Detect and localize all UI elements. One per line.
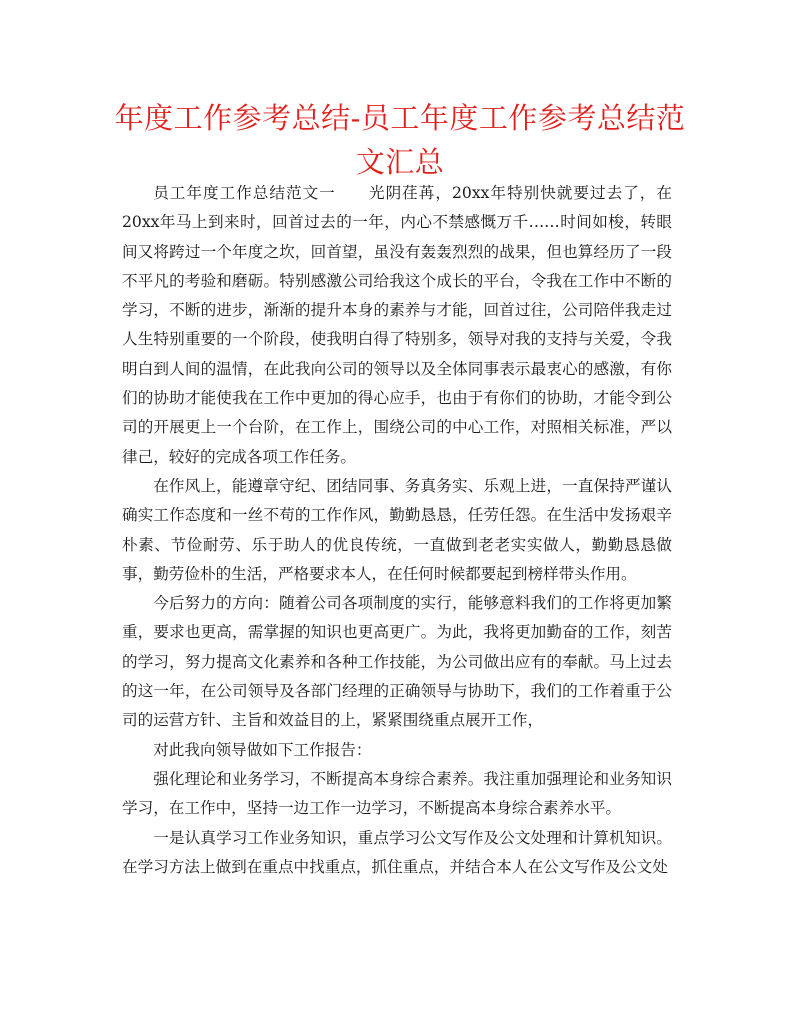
- paragraph-5: 强化理论和业务学习，不断提高本身综合素养。我注重加强理论和业务知识学习，在工作中，坚持一边工作一边学习，不断提高本身综合素养水平。: [122, 769, 672, 818]
- paragraph-4: 对此我向领导做如下工作报告：: [153, 740, 372, 759]
- paragraph-1: 员工年度工作总结范文一 光阴荏苒，20xx年特别快就要过去了，在20xx年马上到来时，回首过去的一年，内心不禁感慨万千……时间如梭，转眼间又将跨过一个年度之坎，回首望，虽没有轰轰烈烈的战果，但也算经历了一段不平凡的考验和磨砺。特别感激公司给我这个成长的平台，令我在工作中不断的学习，不断的进步，渐渐的提升本身的素养与才能，回首过往，公司陪伴我走过人生特别重要的一个阶段，使我明白得了特别多，领导对我的支持与关爱，令我明白到人间的温情，在此我向公司的领导以及全体同事表示最衷心的感激，有你们的协助才能使我在工作中更加的得心应手，也由于有你们的协助，才能令到公司的开展更上一个台阶，在工作上，围绕公司的中心工作，对照相关标准，严以律己，较好的完成各项工作任务。: [122, 184, 672, 466]
- document-title: 年度工作参考总结-员工年度工作参考总结范文汇总: [114, 101, 686, 179]
- paragraph-3: 今后努力的方向：随着公司各项制度的实行，能够意料我们的工作将更加繁重，要求也更高，需掌握的知识也更高更广。为此，我将更加勤奋的工作，刻苦的学习，努力提高文化素养和各种工作技能，为公司做出应有的奉献。马上过去的这一年，在公司领导及各部门经理的正确领导与协助下，我们的工作着重于公司的运营方针、主旨和效益目的上，紧紧围绕重点展开工作，: [122, 594, 672, 730]
- paragraph-2: 在作风上，能遵章守纪、团结同事、务真务实、乐观上进，一直保持严谨认确实工作态度和一丝不苟的工作作风，勤勤恳恳，任劳任怨。在生活中发扬艰辛朴素、节俭耐劳、乐于助人的优良传统，一直做到老老实实做人，勤勤恳恳做事，勤劳俭朴的生活，严格要求本人，在任何时候都要起到榜样带头作用。: [122, 476, 672, 583]
- paragraph-6: 一是认真学习工作业务知识，重点学习公文写作及公文处理和计算机知识。在学习方法上做到在重点中找重点，抓住重点，并结合本人在公文写作及公文处: [122, 828, 672, 876]
- document-body: [122, 179, 672, 882]
